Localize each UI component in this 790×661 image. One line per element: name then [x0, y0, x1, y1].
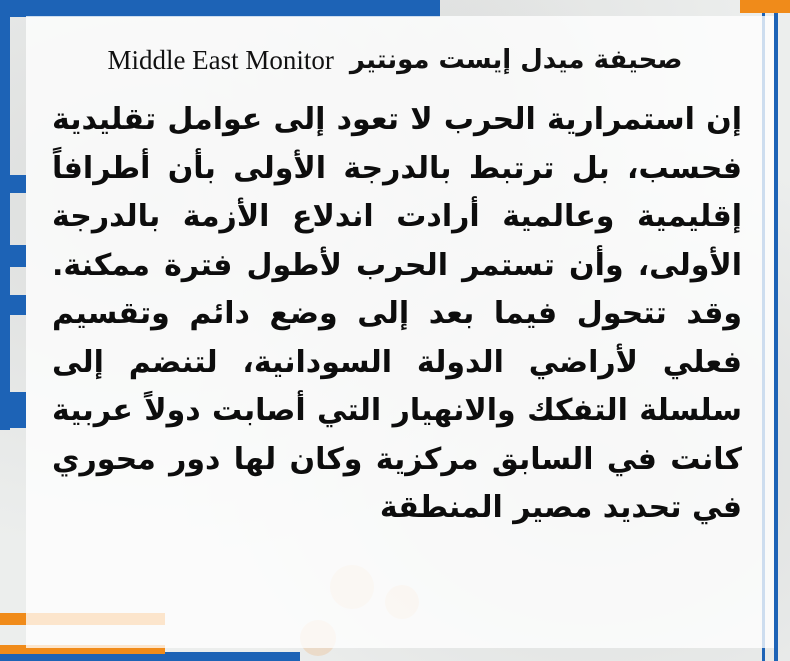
frame-left-block [0, 392, 26, 428]
source-header [60, 40, 730, 80]
publication-name-english: Middle East Monitor [107, 44, 334, 75]
frame-left-block [0, 245, 26, 267]
frame-top-bar [0, 0, 440, 17]
publication-name-arabic: صحيفة ميدل إيست مونتير [349, 45, 683, 75]
orange-accent-bar [740, 0, 790, 13]
frame-left-block [0, 295, 26, 315]
frame-left-block [0, 175, 26, 193]
frame-left-bar [0, 0, 10, 430]
frame-right-bar [774, 0, 778, 661]
article-quote: إن استمرارية الحرب لا تعود إلى عوامل تقليدية فحسب، بل ترتبط بالدرجة الأولى بأن أطرافاً إقليمية وعالمية أرادت اندلاع الأزمة بالدرجة الأولى، وأن تستمر الحرب لأطول فترة ممكنة. وقد تتحول فيما بعد إلى وضع دائم وتقسيم فعلي لأراضي الدولة السودانية، لتنضم إلى سلسلة التفكك والانهيار التي أصابت دولاً عربية كانت في السابق مركزية وكان لها دور محوري في تحديد مصير المنطقة [52, 102, 742, 525]
